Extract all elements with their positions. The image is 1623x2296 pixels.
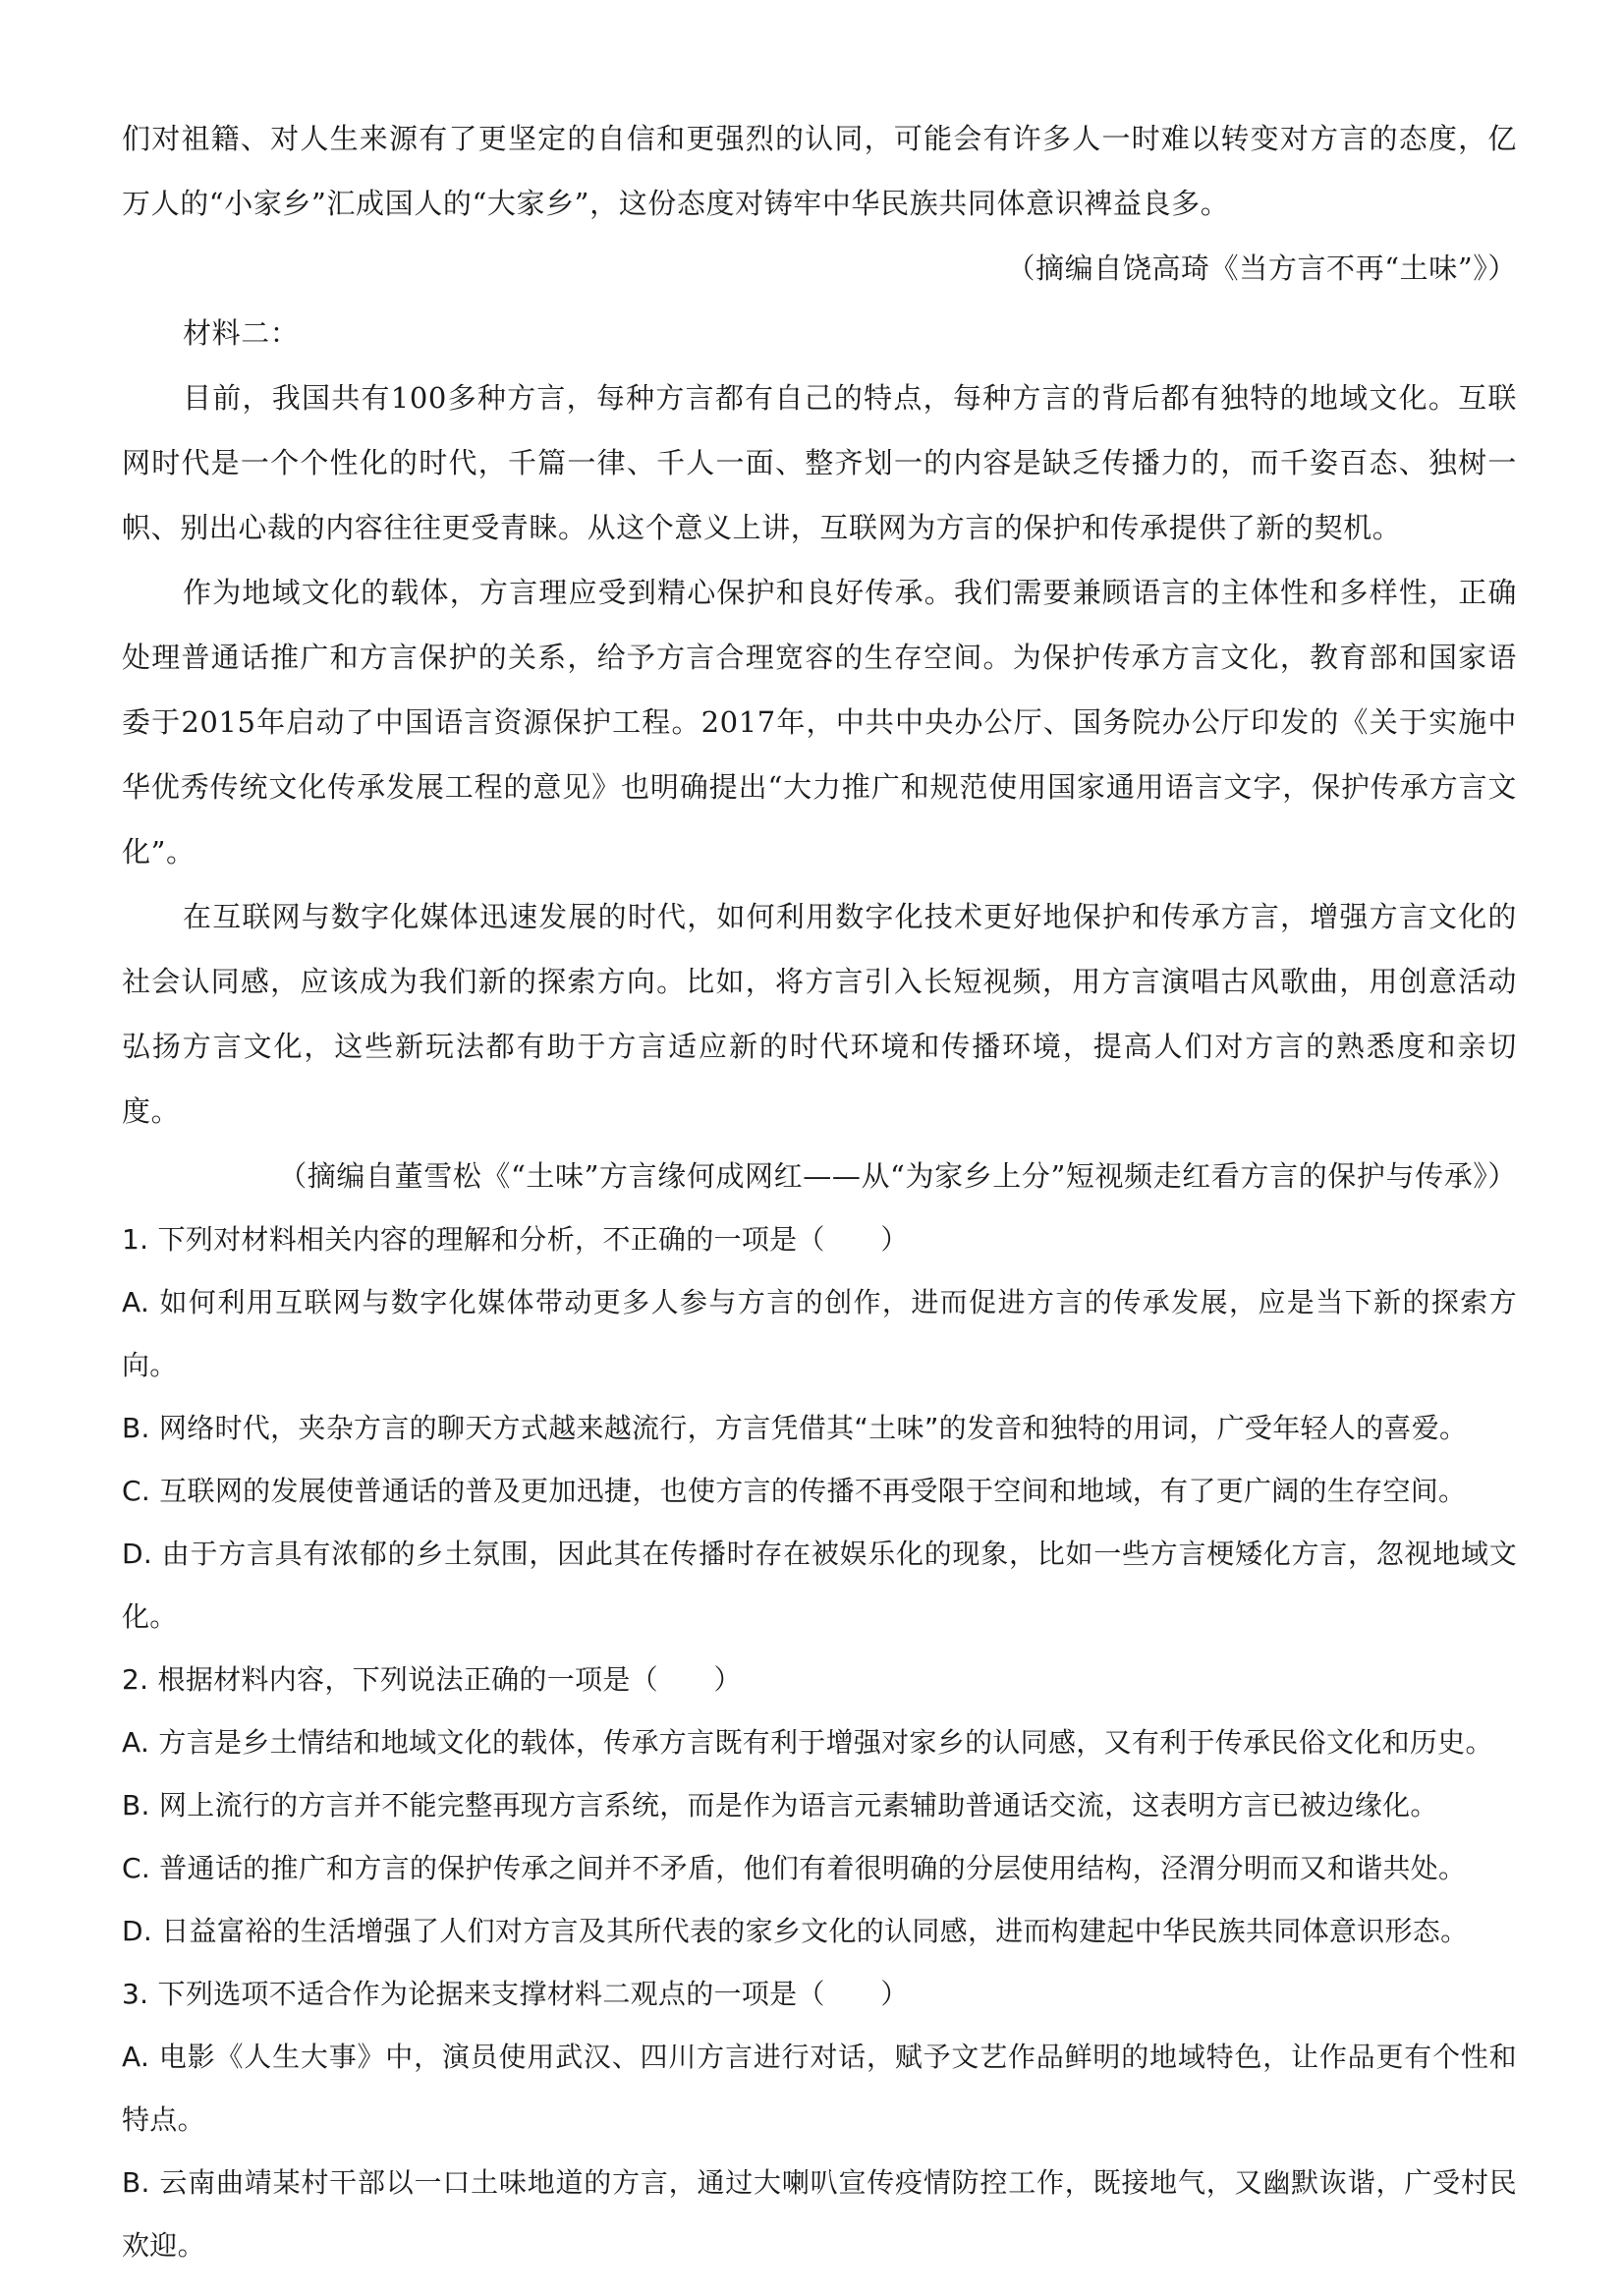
- question-1: [122, 1208, 1517, 1649]
- option-b: B. 网上流行的方言并不能完整再现方言系统，而是作为语言元素辅助普通话交流，这表明方言已被边缘化。: [122, 1789, 1438, 1821]
- question-3: [122, 1963, 1517, 2277]
- option-b: B. 网络时代，夹杂方言的聊天方式越来越流行，方言凭借其“土味”的发音和独特的用词，广受年轻人的喜爱。: [122, 1412, 1468, 1444]
- material2-source: （摘编自董雪松《“土味”方言缘何成网红——从“为家乡上分”短视频走红看方言的保护与传承》）: [278, 1159, 1517, 1193]
- question-stem: 3. 下列选项不适合作为论据来支撑材料二观点的一项是（ ）: [122, 1978, 909, 2010]
- document-page: [122, 106, 1517, 2277]
- option-a: A. 如何利用互联网与数字化媒体带动更多人参与方言的创作，进而促进方言的传承发展，应是当下新的探索方向。: [122, 1286, 1517, 1381]
- material2-paragraph-1: 目前，我国共有100多种方言，每种方言都有自己的特点，每种方言的背后都有独特的地域文化。互联网时代是一个个性化的时代，千篇一律、千人一面、整齐划一的内容是缺乏传播力的，而千姿百态、独树一帜、别出心裁的内容往往更受青睐。从这个意义上讲，互联网为方言的保护和传承提供了新的契机。: [122, 381, 1517, 544]
- material1-tail-paragraph: 们对祖籍、对人生来源有了更坚定的自信和更强烈的认同，可能会有许多人一时难以转变对方言的态度，亿万人的“小家乡”汇成国人的“大家乡”，这份态度对铸牢中华民族共同体意识裨益良多。: [122, 122, 1517, 220]
- option-d: D. 由于方言具有浓郁的乡土氛围，因此其在传播时存在被娱乐化的现象，比如一些方言梗矮化方言，忽视地域文化。: [122, 1538, 1517, 1633]
- question-2: [122, 1649, 1517, 1963]
- material1-source: （摘编自饶高琦《当方言不再“土味”》）: [1006, 252, 1517, 285]
- option-a: A. 电影《人生大事》中，演员使用武汉、四川方言进行对话，赋予文艺作品鲜明的地域特色，让作品更有个性和特点。: [122, 2041, 1517, 2136]
- option-a: A. 方言是乡土情结和地域文化的载体，传承方言既有利于增强对家乡的认同感，又有利于传承民俗文化和历史。: [122, 1726, 1493, 1759]
- option-c: C. 普通话的推广和方言的保护传承之间并不矛盾，他们有着很明确的分层使用结构，泾渭分明而又和谐共处。: [122, 1852, 1467, 1884]
- question-stem: 1. 下列对材料相关内容的理解和分析，不正确的一项是（ ）: [122, 1223, 909, 1256]
- option-d: D. 日益富裕的生活增强了人们对方言及其所代表的家乡文化的认同感，进而构建起中华民族共同体意识形态。: [122, 1915, 1469, 1947]
- material2-paragraph-3: 在互联网与数字化媒体迅速发展的时代，如何利用数字化技术更好地保护和传承方言，增强方言文化的社会认同感，应该成为我们新的探索方向。比如，将方言引入长短视频，用方言演唱古风歌曲，用创意活动弘扬方言文化，这些新玩法都有助于方言适应新的时代环境和传播环境，提高人们对方言的熟悉度和亲切度。: [122, 900, 1517, 1128]
- option-c: C. 互联网的发展使普通话的普及更加迅捷，也使方言的传播不再受限于空间和地域，有了更广阔的生存空间。: [122, 1475, 1467, 1507]
- question-stem: 2. 根据材料内容，下列说法正确的一项是（ ）: [122, 1663, 742, 1696]
- option-b: B. 云南曲靖某村干部以一口土味地道的方言，通过大喇叭宣传疫情防控工作，既接地气，又幽默诙谐，广受村民欢迎。: [122, 2166, 1517, 2262]
- material2-paragraph-2: 作为地域文化的载体，方言理应受到精心保护和良好传承。我们需要兼顾语言的主体性和多样性，正确处理普通话推广和方言保护的关系，给予方言合理宽容的生存空间。为保护传承方言文化，教育部和国家语委于2015年启动了中国语言资源保护工程。2017年，中共中央办公厅、国务院办公厅印发的《关于实施中华优秀传统文化传承发展工程的意见》也明确提出“大力推广和规范使用国家通用语言文字，保护传承方言文化”。: [122, 576, 1517, 868]
- material2-heading: 材料二：: [183, 316, 300, 350]
